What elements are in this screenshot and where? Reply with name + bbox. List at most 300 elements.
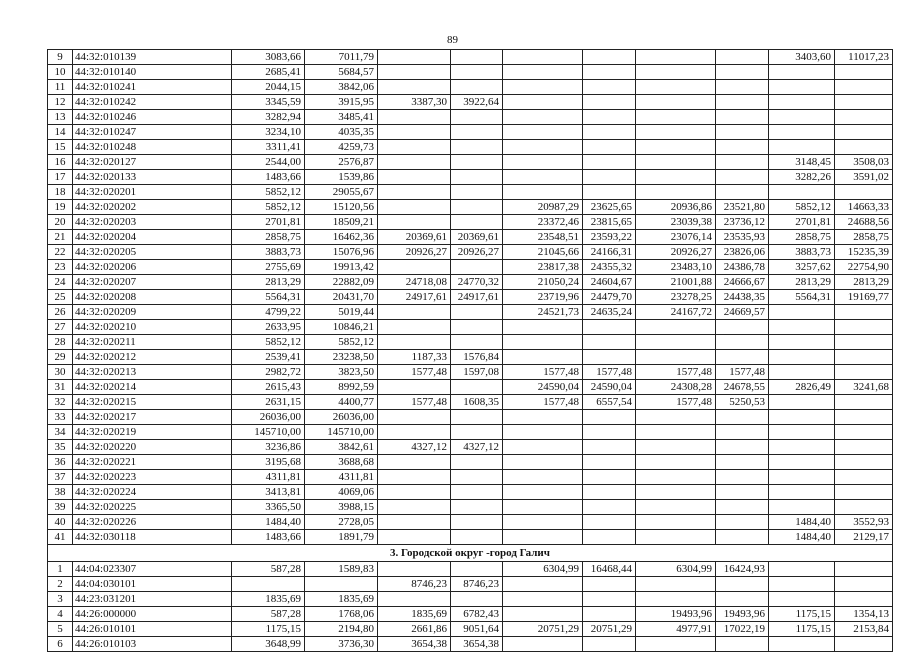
value-cell <box>503 500 583 515</box>
table-row <box>48 530 893 545</box>
value-cell: 1484,40 <box>769 515 835 530</box>
value-cell: 24669,57 <box>716 305 769 320</box>
value-cell: 29055,67 <box>305 185 378 200</box>
value-cell <box>769 410 835 425</box>
value-cell <box>769 425 835 440</box>
row-number-cell: 24 <box>48 275 73 290</box>
value-cell <box>378 320 451 335</box>
row-number-cell: 22 <box>48 245 73 260</box>
value-cell <box>636 140 716 155</box>
table-row <box>48 380 893 395</box>
row-number-cell: 1 <box>48 562 73 577</box>
row-number-cell: 27 <box>48 320 73 335</box>
value-cell <box>769 592 835 607</box>
value-cell <box>636 125 716 140</box>
value-cell <box>716 335 769 350</box>
value-cell <box>835 592 893 607</box>
value-cell <box>503 335 583 350</box>
value-cell <box>451 562 503 577</box>
value-cell: 5852,12 <box>305 335 378 350</box>
value-cell: 2615,43 <box>232 380 305 395</box>
value-cell <box>636 485 716 500</box>
value-cell <box>769 562 835 577</box>
value-cell <box>451 425 503 440</box>
value-cell <box>636 155 716 170</box>
table-row <box>48 410 893 425</box>
value-cell <box>503 637 583 652</box>
value-cell: 24308,28 <box>636 380 716 395</box>
value-cell <box>636 110 716 125</box>
value-cell <box>716 410 769 425</box>
value-cell: 20751,29 <box>503 622 583 637</box>
value-cell: 21050,24 <box>503 275 583 290</box>
value-cell: 145710,00 <box>305 425 378 440</box>
value-cell <box>378 140 451 155</box>
value-cell: 3148,45 <box>769 155 835 170</box>
table-row <box>48 395 893 410</box>
cadastral-number-cell: 44:32:020203 <box>73 215 232 230</box>
value-cell: 2633,95 <box>232 320 305 335</box>
value-cell <box>503 95 583 110</box>
value-cell <box>716 637 769 652</box>
value-cell <box>583 410 636 425</box>
value-cell <box>583 515 636 530</box>
value-cell <box>583 185 636 200</box>
cadastral-number-cell: 44:32:020213 <box>73 365 232 380</box>
row-number-cell: 35 <box>48 440 73 455</box>
table-row <box>48 622 893 637</box>
value-cell <box>378 200 451 215</box>
row-number-cell: 36 <box>48 455 73 470</box>
value-cell: 145710,00 <box>232 425 305 440</box>
value-cell: 4035,35 <box>305 125 378 140</box>
table-row <box>48 425 893 440</box>
value-cell <box>378 515 451 530</box>
table-row <box>48 260 893 275</box>
value-cell: 5852,12 <box>232 185 305 200</box>
value-cell <box>835 185 893 200</box>
value-cell: 2129,17 <box>835 530 893 545</box>
row-number-cell: 41 <box>48 530 73 545</box>
value-cell: 20431,70 <box>305 290 378 305</box>
value-cell <box>716 155 769 170</box>
table-row <box>48 335 893 350</box>
table-row <box>48 125 893 140</box>
value-cell <box>769 125 835 140</box>
row-number-cell: 14 <box>48 125 73 140</box>
value-cell <box>835 485 893 500</box>
value-cell <box>451 110 503 125</box>
value-cell: 3282,26 <box>769 170 835 185</box>
value-cell: 24166,31 <box>583 245 636 260</box>
value-cell <box>378 592 451 607</box>
value-cell <box>451 305 503 320</box>
value-cell: 587,28 <box>232 607 305 622</box>
table-row <box>48 200 893 215</box>
cadastral-number-cell: 44:32:010247 <box>73 125 232 140</box>
table-row <box>48 290 893 305</box>
table-row <box>48 110 893 125</box>
value-cell: 2044,15 <box>232 80 305 95</box>
value-cell <box>769 470 835 485</box>
cadastral-number-cell: 44:32:020215 <box>73 395 232 410</box>
value-cell <box>835 65 893 80</box>
value-cell <box>451 380 503 395</box>
value-cell: 15076,96 <box>305 245 378 260</box>
row-number-cell: 25 <box>48 290 73 305</box>
value-cell: 2858,75 <box>232 230 305 245</box>
section-title: 3. Городской округ -город Галич <box>48 545 893 562</box>
value-cell <box>378 155 451 170</box>
value-cell <box>503 425 583 440</box>
value-cell <box>503 485 583 500</box>
value-cell <box>583 607 636 622</box>
value-cell: 5564,31 <box>769 290 835 305</box>
value-cell: 587,28 <box>232 562 305 577</box>
row-number-cell: 32 <box>48 395 73 410</box>
value-cell: 3552,93 <box>835 515 893 530</box>
value-cell: 3648,99 <box>232 637 305 652</box>
cadastral-number-cell: 44:32:020224 <box>73 485 232 500</box>
value-cell: 3485,41 <box>305 110 378 125</box>
cadastral-number-cell: 44:32:010246 <box>73 110 232 125</box>
table-row <box>48 350 893 365</box>
value-cell <box>451 215 503 230</box>
value-cell: 1539,86 <box>305 170 378 185</box>
value-cell: 23521,80 <box>716 200 769 215</box>
cadastral-number-cell: 44:26:010101 <box>73 622 232 637</box>
value-cell: 3508,03 <box>835 155 893 170</box>
value-cell: 9051,64 <box>451 622 503 637</box>
value-cell: 19493,96 <box>716 607 769 622</box>
value-cell: 1577,48 <box>636 395 716 410</box>
row-number-cell: 37 <box>48 470 73 485</box>
value-cell: 1484,40 <box>232 515 305 530</box>
cadastral-number-cell: 44:32:020212 <box>73 350 232 365</box>
cadastral-number-cell: 44:23:031201 <box>73 592 232 607</box>
value-cell: 1891,79 <box>305 530 378 545</box>
value-cell <box>503 185 583 200</box>
value-cell: 24718,08 <box>378 275 451 290</box>
value-cell <box>636 95 716 110</box>
value-cell: 15120,56 <box>305 200 378 215</box>
value-cell: 1768,06 <box>305 607 378 622</box>
row-number-cell: 18 <box>48 185 73 200</box>
value-cell: 4977,91 <box>636 622 716 637</box>
value-cell <box>583 65 636 80</box>
value-cell <box>583 470 636 485</box>
value-cell: 2826,49 <box>769 380 835 395</box>
value-cell: 23372,46 <box>503 215 583 230</box>
value-cell: 3688,68 <box>305 455 378 470</box>
value-cell <box>636 425 716 440</box>
row-number-cell: 26 <box>48 305 73 320</box>
value-cell <box>451 260 503 275</box>
row-number-cell: 10 <box>48 65 73 80</box>
value-cell <box>716 50 769 65</box>
value-cell <box>769 455 835 470</box>
value-cell: 3654,38 <box>378 637 451 652</box>
value-cell <box>835 110 893 125</box>
value-cell: 3282,94 <box>232 110 305 125</box>
value-cell: 24479,70 <box>583 290 636 305</box>
row-number-cell: 6 <box>48 637 73 652</box>
value-cell <box>305 577 378 592</box>
row-number-cell: 11 <box>48 80 73 95</box>
page-number: 89 <box>447 34 458 46</box>
value-cell <box>503 470 583 485</box>
row-number-cell: 9 <box>48 50 73 65</box>
table-row <box>48 607 893 622</box>
value-cell <box>716 592 769 607</box>
value-cell: 1175,15 <box>769 607 835 622</box>
value-cell: 2631,15 <box>232 395 305 410</box>
value-cell: 3234,10 <box>232 125 305 140</box>
row-number-cell: 13 <box>48 110 73 125</box>
row-number-cell: 5 <box>48 622 73 637</box>
value-cell <box>503 170 583 185</box>
row-number-cell: 12 <box>48 95 73 110</box>
cadastral-value-table <box>47 49 893 652</box>
value-cell: 22754,90 <box>835 260 893 275</box>
value-cell: 17022,19 <box>716 622 769 637</box>
table-body-section-2 <box>48 50 893 545</box>
value-cell <box>451 200 503 215</box>
value-cell: 23548,51 <box>503 230 583 245</box>
value-cell <box>716 95 769 110</box>
value-cell <box>378 562 451 577</box>
value-cell <box>769 95 835 110</box>
value-cell: 2728,05 <box>305 515 378 530</box>
value-cell: 1577,48 <box>636 365 716 380</box>
value-cell <box>378 185 451 200</box>
value-cell: 23736,12 <box>716 215 769 230</box>
value-cell: 24590,04 <box>583 380 636 395</box>
value-cell <box>378 470 451 485</box>
value-cell <box>451 170 503 185</box>
value-cell: 2544,00 <box>232 155 305 170</box>
cadastral-number-cell: 44:32:010139 <box>73 50 232 65</box>
value-cell <box>503 125 583 140</box>
cadastral-number-cell: 44:32:010241 <box>73 80 232 95</box>
cadastral-number-cell: 44:32:020217 <box>73 410 232 425</box>
cadastral-number-cell: 44:26:000000 <box>73 607 232 622</box>
value-cell <box>835 577 893 592</box>
value-cell <box>378 80 451 95</box>
value-cell: 3883,73 <box>232 245 305 260</box>
table-row <box>48 562 893 577</box>
value-cell <box>769 395 835 410</box>
value-cell <box>636 320 716 335</box>
cadastral-number-cell: 44:32:020201 <box>73 185 232 200</box>
value-cell: 1835,69 <box>378 607 451 622</box>
table-row <box>48 592 893 607</box>
value-cell <box>503 410 583 425</box>
value-cell <box>378 215 451 230</box>
value-cell <box>451 530 503 545</box>
value-cell <box>378 485 451 500</box>
value-cell: 1576,84 <box>451 350 503 365</box>
value-cell <box>769 320 835 335</box>
value-cell: 19169,77 <box>835 290 893 305</box>
value-cell: 8992,59 <box>305 380 378 395</box>
value-cell <box>716 80 769 95</box>
section-header <box>48 545 893 562</box>
value-cell: 2194,80 <box>305 622 378 637</box>
value-cell <box>378 125 451 140</box>
row-number-cell: 20 <box>48 215 73 230</box>
cadastral-number-cell: 44:32:020205 <box>73 245 232 260</box>
value-cell: 3345,59 <box>232 95 305 110</box>
value-cell <box>503 320 583 335</box>
value-cell <box>583 170 636 185</box>
cadastral-number-cell: 44:32:010248 <box>73 140 232 155</box>
value-cell <box>503 50 583 65</box>
row-number-cell: 28 <box>48 335 73 350</box>
value-cell: 3842,61 <box>305 440 378 455</box>
value-cell <box>583 155 636 170</box>
row-number-cell: 29 <box>48 350 73 365</box>
value-cell <box>769 500 835 515</box>
value-cell: 24917,61 <box>378 290 451 305</box>
value-cell <box>451 185 503 200</box>
value-cell <box>583 50 636 65</box>
value-cell <box>451 592 503 607</box>
value-cell <box>835 637 893 652</box>
value-cell: 5852,12 <box>232 335 305 350</box>
value-cell: 23076,14 <box>636 230 716 245</box>
table-body-section-3 <box>48 562 893 652</box>
value-cell <box>835 500 893 515</box>
value-cell <box>451 515 503 530</box>
cadastral-number-cell: 44:32:020206 <box>73 260 232 275</box>
value-cell <box>835 125 893 140</box>
value-cell <box>835 470 893 485</box>
value-cell: 5564,31 <box>232 290 305 305</box>
cadastral-number-cell: 44:32:020225 <box>73 500 232 515</box>
value-cell <box>503 515 583 530</box>
value-cell <box>835 320 893 335</box>
value-cell: 21001,88 <box>636 275 716 290</box>
value-cell: 6782,43 <box>451 607 503 622</box>
value-cell: 3654,38 <box>451 637 503 652</box>
table-row <box>48 275 893 290</box>
value-cell: 4327,12 <box>378 440 451 455</box>
value-cell: 24635,24 <box>583 305 636 320</box>
value-cell: 20926,27 <box>378 245 451 260</box>
value-cell <box>503 155 583 170</box>
value-cell <box>716 170 769 185</box>
value-cell: 6304,99 <box>503 562 583 577</box>
cadastral-number-cell: 44:32:010242 <box>73 95 232 110</box>
value-cell: 26036,00 <box>232 410 305 425</box>
value-cell <box>835 95 893 110</box>
value-cell <box>769 80 835 95</box>
table-row <box>48 80 893 95</box>
row-number-cell: 3 <box>48 592 73 607</box>
value-cell <box>583 485 636 500</box>
value-cell <box>378 455 451 470</box>
value-cell: 2701,81 <box>232 215 305 230</box>
value-cell: 20987,29 <box>503 200 583 215</box>
row-number-cell: 4 <box>48 607 73 622</box>
value-cell <box>451 125 503 140</box>
table-row <box>48 140 893 155</box>
value-cell: 5250,53 <box>716 395 769 410</box>
value-cell: 3988,15 <box>305 500 378 515</box>
value-cell <box>769 485 835 500</box>
value-cell <box>769 350 835 365</box>
value-cell: 24678,55 <box>716 380 769 395</box>
cadastral-number-cell: 44:32:020133 <box>73 170 232 185</box>
value-cell: 2153,84 <box>835 622 893 637</box>
value-cell <box>636 80 716 95</box>
value-cell <box>835 410 893 425</box>
value-cell: 16462,36 <box>305 230 378 245</box>
value-cell: 23625,65 <box>583 200 636 215</box>
row-number-cell: 2 <box>48 577 73 592</box>
value-cell: 5684,57 <box>305 65 378 80</box>
value-cell: 16424,93 <box>716 562 769 577</box>
value-cell <box>716 515 769 530</box>
value-cell: 1597,08 <box>451 365 503 380</box>
value-cell <box>451 50 503 65</box>
table-row <box>48 65 893 80</box>
value-cell <box>378 530 451 545</box>
value-cell: 3365,50 <box>232 500 305 515</box>
value-cell <box>583 335 636 350</box>
table-row <box>48 637 893 652</box>
row-number-cell: 40 <box>48 515 73 530</box>
value-cell: 3922,64 <box>451 95 503 110</box>
value-cell: 2576,87 <box>305 155 378 170</box>
row-number-cell: 34 <box>48 425 73 440</box>
value-cell: 1577,48 <box>503 365 583 380</box>
value-cell: 22882,09 <box>305 275 378 290</box>
cadastral-number-cell: 44:04:023307 <box>73 562 232 577</box>
value-cell: 14663,33 <box>835 200 893 215</box>
value-cell <box>583 440 636 455</box>
value-cell: 1483,66 <box>232 170 305 185</box>
value-cell: 24590,04 <box>503 380 583 395</box>
value-cell <box>835 335 893 350</box>
value-cell: 3915,95 <box>305 95 378 110</box>
value-cell: 24917,61 <box>451 290 503 305</box>
value-cell: 1175,15 <box>769 622 835 637</box>
row-number-cell: 21 <box>48 230 73 245</box>
value-cell: 6557,54 <box>583 395 636 410</box>
table-row <box>48 365 893 380</box>
value-cell <box>716 320 769 335</box>
value-cell: 24167,72 <box>636 305 716 320</box>
value-cell <box>716 440 769 455</box>
value-cell: 3195,68 <box>232 455 305 470</box>
value-cell: 3823,50 <box>305 365 378 380</box>
value-cell <box>583 80 636 95</box>
value-cell: 2813,29 <box>232 275 305 290</box>
value-cell: 2813,29 <box>835 275 893 290</box>
value-cell: 4327,12 <box>451 440 503 455</box>
row-number-cell: 38 <box>48 485 73 500</box>
value-cell <box>503 592 583 607</box>
value-cell <box>503 607 583 622</box>
value-cell: 2982,72 <box>232 365 305 380</box>
value-cell <box>636 440 716 455</box>
value-cell <box>716 125 769 140</box>
value-cell <box>835 440 893 455</box>
value-cell: 20926,27 <box>451 245 503 260</box>
value-cell: 24386,78 <box>716 260 769 275</box>
